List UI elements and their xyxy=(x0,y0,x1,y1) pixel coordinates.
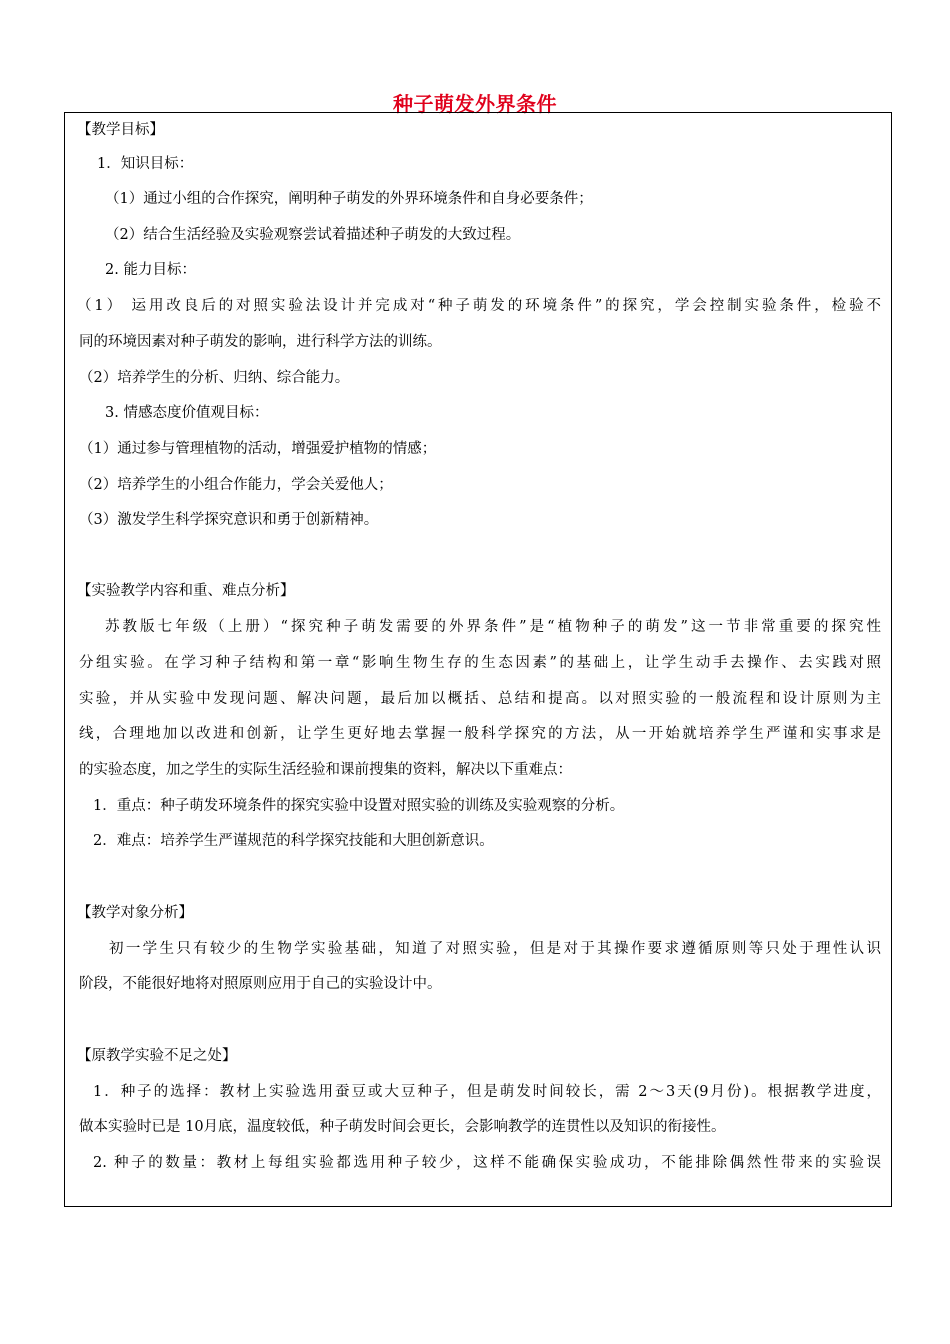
text-line: （2）培养学生的小组合作能力，学会关爱他人； xyxy=(79,477,393,493)
text-line: 2. 能力目标： xyxy=(105,262,196,278)
text-line: 同的环境因素对种子萌发的影响，进行科学方法的训练。 xyxy=(79,334,442,350)
section-heading-analysis: 【实验教学内容和重、难点分析】 xyxy=(77,583,295,599)
text-line: 1．重点：种子萌发环境条件的探究实验中设置对照实验的训练及实验观察的分析。 xyxy=(93,798,625,814)
text-line: （1） 运用改良后的对照实验法设计并完成对“种子萌发的环境条件”的探究，学会控制实验条件，检验不 xyxy=(77,298,881,314)
text-line: （2）培养学生的分析、归纳、综合能力。 xyxy=(79,370,350,386)
text-line: （2）结合生活经验及实验观察尝试着描述种子萌发的大致过程。 xyxy=(105,227,521,243)
text-line: （1）通过参与管理植物的活动，增强爱护植物的情感； xyxy=(79,441,437,457)
text-line: 1．知识目标： xyxy=(97,156,194,172)
text-line: 1．种子的选择：教材上实验选用蚕豆或大豆种子，但是萌发时间较长，需 2～3天(9月份)。根据教学进度， xyxy=(93,1084,881,1100)
text-line: 的实验态度，加之学生的实际生活经验和课前搜集的资料，解决以下重难点： xyxy=(79,762,572,778)
text-line: 做本实验时已是 10月底，温度较低，种子萌发时间会更长，会影响教学的连贯性以及知识的衔接性。 xyxy=(79,1119,726,1135)
text-line: 初一学生只有较少的生物学实验基础，知道了对照实验，但是对于其操作要求遵循原则等只处于理性认识 xyxy=(109,941,881,957)
lesson-content-box xyxy=(64,112,892,1207)
document-title: 种子萌发外界条件 xyxy=(393,92,557,116)
section-heading-shortcomings: 【原教学实验不足之处】 xyxy=(77,1048,237,1064)
text-line: 2．难点：培养学生严谨规范的科学探究技能和大胆创新意识。 xyxy=(93,833,494,849)
text-line: 阶段，不能很好地将对照原则应用于自己的实验设计中。 xyxy=(79,976,442,992)
text-line: 分组实验。在学习种子结构和第一章“影响生物生存的生态因素”的基础上，让学生动手去操作、去实践对照 xyxy=(79,655,881,671)
section-heading-students: 【教学对象分析】 xyxy=(77,905,193,921)
text-line: 实验，并从实验中发现问题、解决问题，最后加以概括、总结和提高。以对照实验的一般流程和设计原则为主 xyxy=(79,691,881,707)
text-line: （1）通过小组的合作探究，阐明种子萌发的外界环境条件和自身必要条件； xyxy=(105,191,593,207)
section-heading-objectives: 【教学目标】 xyxy=(77,122,164,138)
text-line: 2. 种子的数量：教材上每组实验都选用种子较少，这样不能确保实验成功，不能排除偶然性带来的实验误 xyxy=(93,1155,881,1171)
text-line: 线，合理地加以改进和创新，让学生更好地去掌握一般科学探究的方法，从一开始就培养学生严谨和实事求是 xyxy=(79,726,881,742)
text-line: 苏教版七年级（上册）“探究种子萌发需要的外界条件”是“植物种子的萌发”这一节非常重要的探究性 xyxy=(105,619,881,635)
text-line: （3）激发学生科学探究意识和勇于创新精神。 xyxy=(79,512,379,528)
text-line: 3. 情感态度价值观目标： xyxy=(105,405,269,421)
